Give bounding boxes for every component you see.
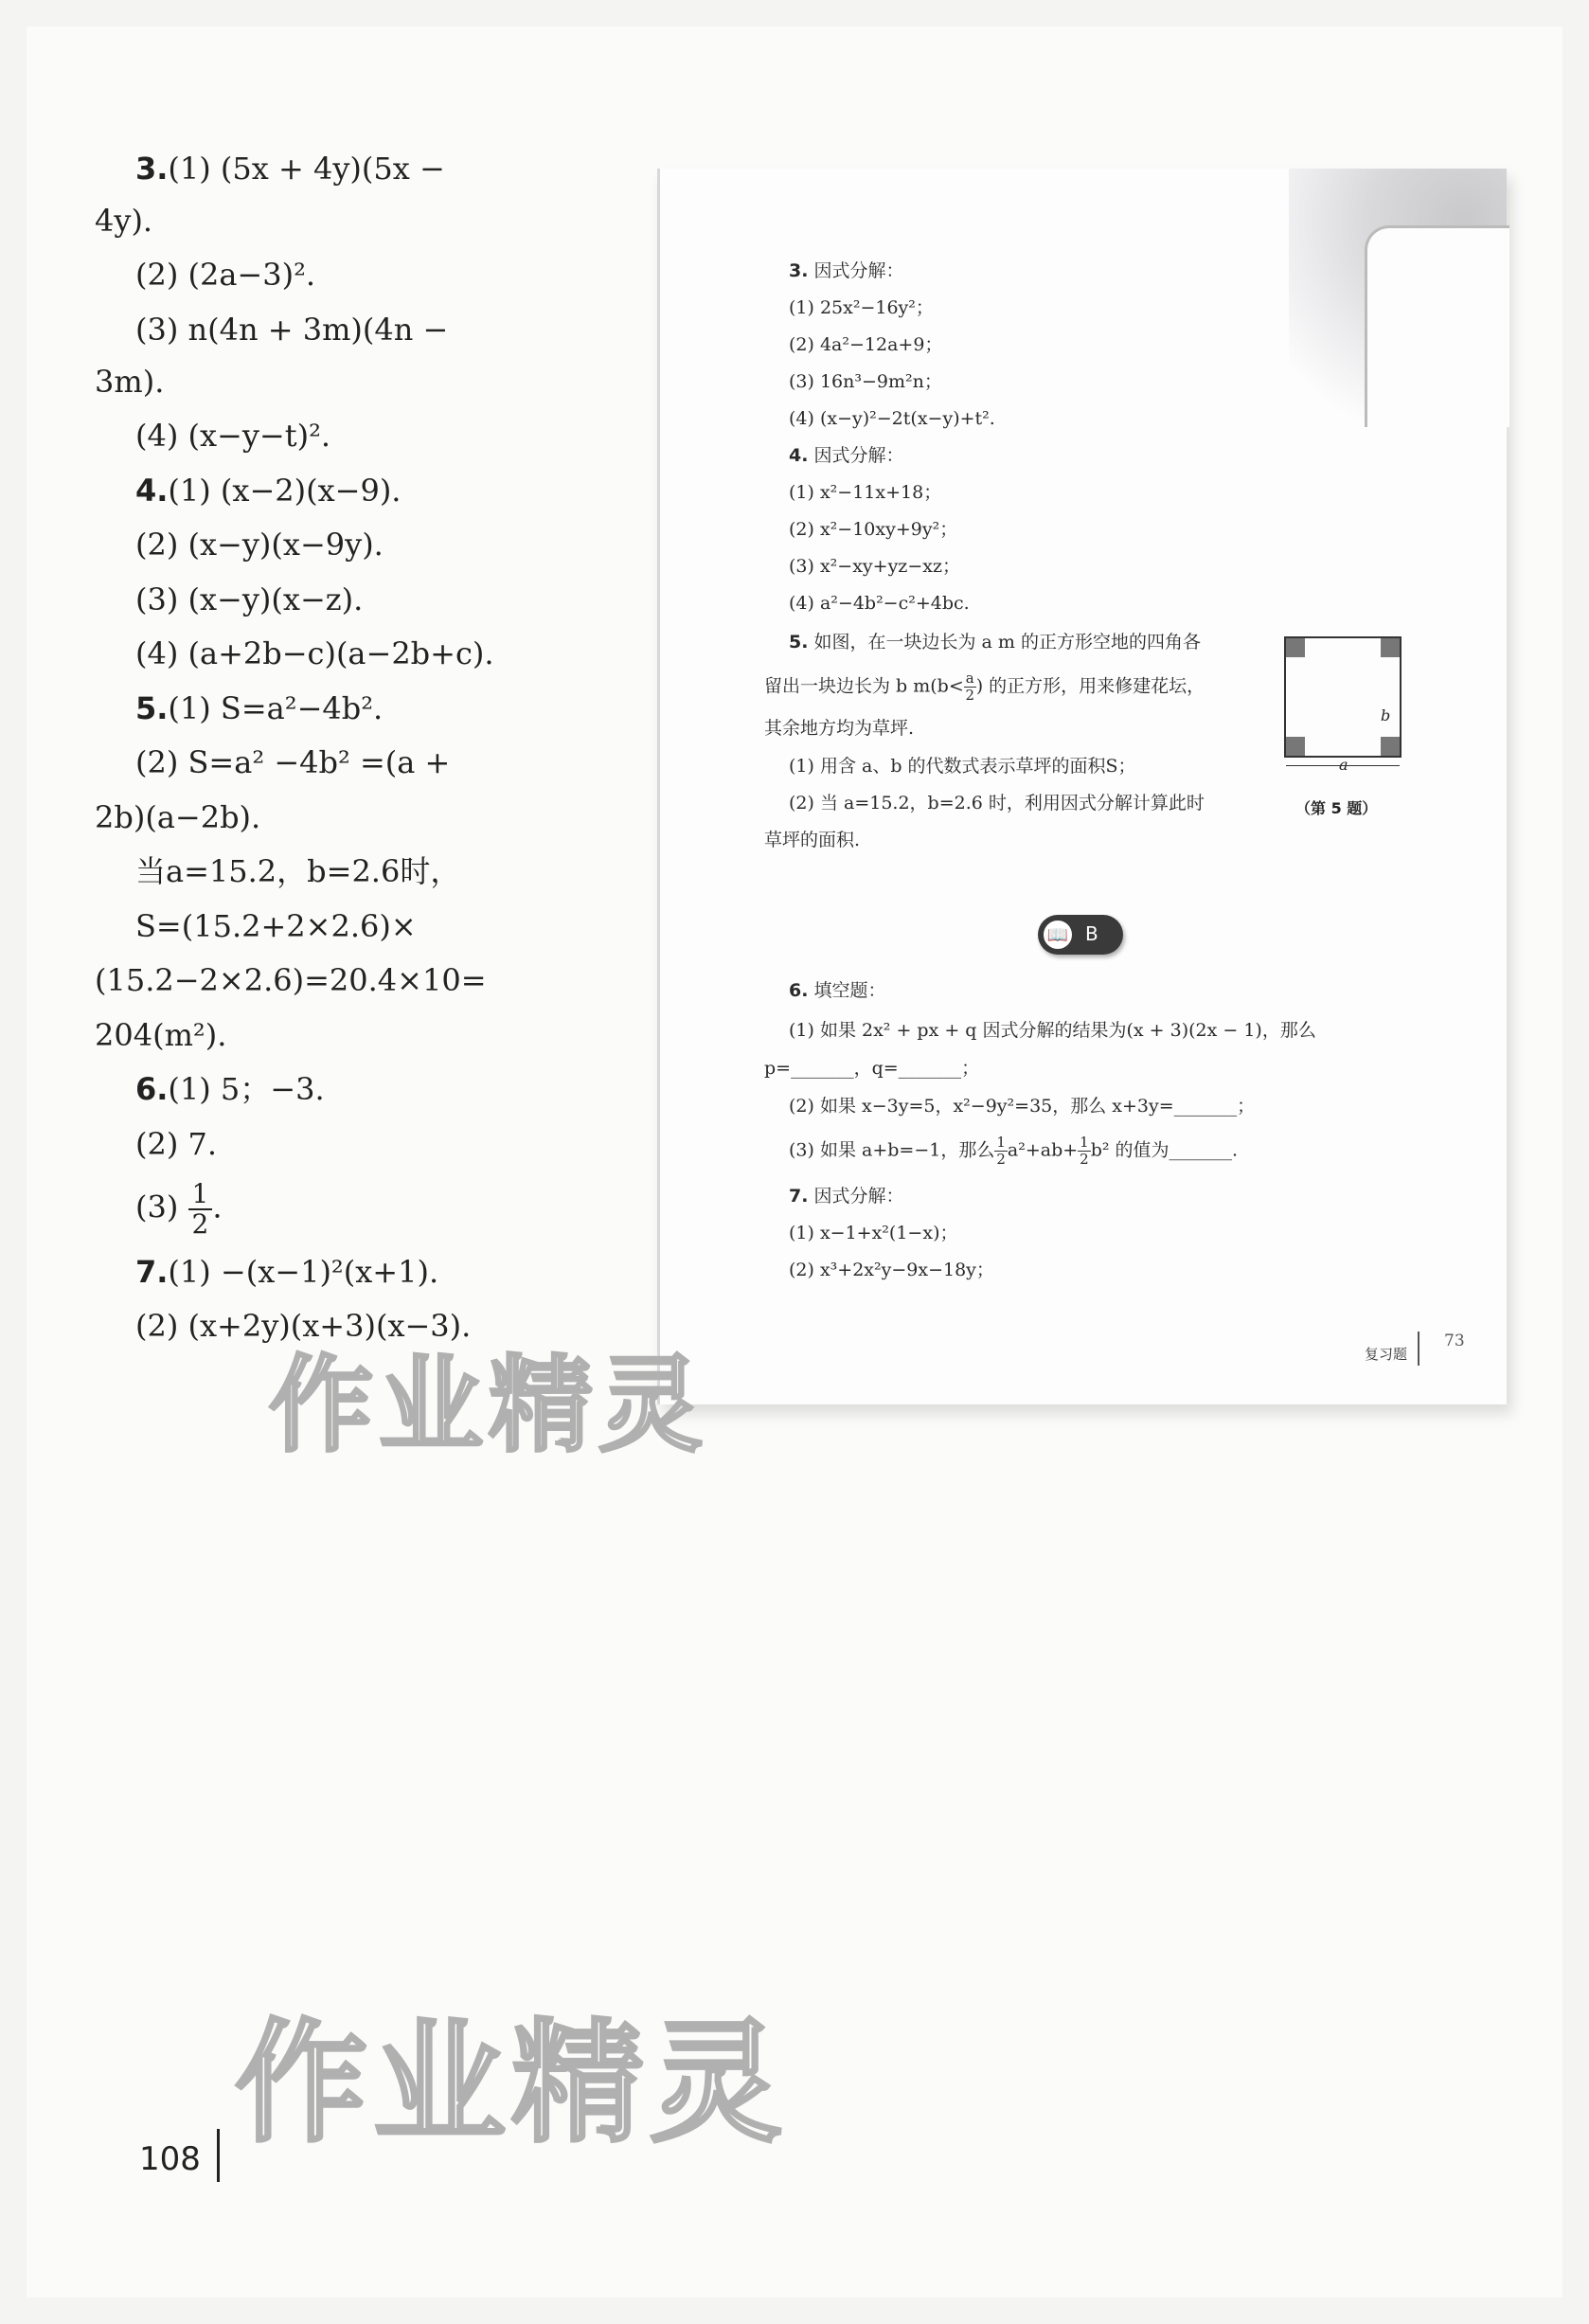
answer-line: (4) (a+2b−c)(a−2b+c). <box>135 635 494 671</box>
question-line: 留出一块边长为 b m(b< $\frac{a}{2}$ ) 的正方形，用来修建花坛， <box>764 670 1205 704</box>
question-line: 7. 因式分解： <box>789 1186 904 1207</box>
question-line: (4) (x−y)²−2t(x−y)+t². <box>789 408 995 429</box>
page-number-divider <box>217 2129 220 2182</box>
question-line: (2) 当 a=15.2，b=2.6 时，利用因式分解计算此时 <box>789 793 1205 813</box>
question-line: (2) x²−10xy+9y²； <box>789 519 958 540</box>
answer-line: 当a=15.2，b=2.6时， <box>135 853 461 889</box>
answer-line: (4) (x−y−t)². <box>135 418 331 454</box>
answer-line: (15.2−2×2.6)=20.4×10= <box>95 962 487 998</box>
question-line: 3. 因式分解： <box>789 260 904 281</box>
question-line: (1) x²−11x+18； <box>789 482 942 503</box>
page-corner-decoration <box>1289 169 1507 424</box>
answer-column <box>27 27 633 1542</box>
chapter-label: 复习题 <box>1365 1346 1408 1363</box>
label-b: b <box>1381 706 1391 724</box>
question-line: 草坪的面积. <box>764 830 861 850</box>
corner-square <box>1381 638 1400 657</box>
answer-number: 5. <box>135 690 169 726</box>
section-letter: B <box>1085 922 1098 945</box>
corner-square <box>1286 638 1305 657</box>
answer-text: (3) <box>135 1189 179 1225</box>
answer-line: (2) S=a² −4b² =(a + <box>135 744 451 780</box>
answer-line: 204(m²). <box>95 1017 227 1053</box>
question-line: (3) 如果 a+b=−1，那么 $\frac{1}{2}$ a²+ab+ $\frac{1}{2}$ b² 的值为_______. <box>789 1134 1239 1168</box>
fraction: $\frac{1}{2}$ <box>188 1180 213 1239</box>
answer-line: (2) (2a−3)². <box>135 257 316 293</box>
answer-line <box>135 1253 438 1291</box>
answer-text: (1) −(x−1)²(x+1). <box>168 1254 439 1290</box>
question-line: (1) 如果 2x² + px + q 因式分解的结果为(x + 3)(2x − 1)，那么 <box>789 1020 1316 1041</box>
watermark: 作业精灵 <box>235 2007 789 2161</box>
question-line: p=_______，q=_______； <box>764 1058 980 1079</box>
question-line: (1) 用含 a、b 的代数式表示草坪的面积S； <box>789 756 1136 777</box>
answer-text: (1) (5x + 4y)(5x − <box>168 151 445 187</box>
answer-line: (3) $\frac{1}{2}$ . <box>135 1178 223 1240</box>
question-line: (2) x³+2x²y−9x−18y； <box>789 1260 994 1280</box>
answer-text: (1) S=a²−4b². <box>168 690 384 726</box>
answer-line: (2) (x+2y)(x+3)(x−3). <box>135 1308 472 1344</box>
square-garden-figure <box>1278 631 1411 817</box>
corner-square <box>1381 737 1400 756</box>
answer-line <box>135 472 401 509</box>
book-icon: 📖 <box>1042 919 1074 951</box>
answer-line <box>135 1070 325 1108</box>
answer-number: 4. <box>135 473 169 509</box>
answer-line <box>135 150 445 188</box>
section-b-badge <box>1038 915 1123 955</box>
answer-number: 6. <box>135 1071 169 1107</box>
fraction: $\frac{1}{2}$ <box>1080 1134 1089 1168</box>
answer-number: 7. <box>135 1254 169 1290</box>
watermark: 作业精灵 <box>269 1345 708 1466</box>
square-outline <box>1284 636 1402 758</box>
question-line: (2) 4a²−12a+9； <box>789 334 943 355</box>
question-line: (2) 如果 x−3y=5，x²−9y²=35，那么 x+3y=_______； <box>789 1096 1256 1117</box>
answer-line: 4y). <box>95 203 153 239</box>
dimension-line <box>1286 765 1400 766</box>
figure-caption: （第 5 题） <box>1295 799 1378 817</box>
question-line: (1) x−1+x²(1−x)； <box>789 1223 958 1243</box>
answer-number: 3. <box>135 151 169 187</box>
question-line: 其余地方均为草坪. <box>764 718 915 739</box>
fraction: $\frac{1}{2}$ <box>996 1134 1006 1168</box>
answer-line: (3) n(4n + 3m)(4n − <box>135 312 449 348</box>
answer-line: 2b)(a−2b). <box>95 799 261 835</box>
page-number: 108 <box>139 2140 201 2178</box>
answer-line: 3m). <box>95 364 165 400</box>
answer-text: (1) (x−2)(x−9). <box>168 473 402 509</box>
answer-line: (3) (x−y)(x−z). <box>135 581 364 617</box>
question-line: 4. 因式分解： <box>789 445 904 466</box>
question-line: 5. 如图，在一块边长为 a m 的正方形空地的四角各 <box>789 632 1201 653</box>
question-line: (4) a²−4b²−c²+4bc. <box>789 593 970 614</box>
question-line: (3) 16n³−9m²n； <box>789 371 942 392</box>
question-line: (1) 25x²−16y²； <box>789 297 934 318</box>
answer-line: S=(15.2+2×2.6)× <box>135 908 417 944</box>
corner-square <box>1286 737 1305 756</box>
page <box>27 27 1562 2297</box>
answer-line: (2) 7. <box>135 1126 218 1162</box>
footer-divider <box>1418 1332 1419 1366</box>
question-line: 6. 填空题： <box>789 980 886 1001</box>
answer-text: (1) 5；−3. <box>168 1071 325 1107</box>
answer-line: (2) (x−y)(x−9y). <box>135 527 384 563</box>
answer-line <box>135 689 383 727</box>
question-line: (3) x²−xy+yz−xz； <box>789 556 960 577</box>
book-page-number: 73 <box>1444 1332 1465 1350</box>
fraction: $\frac{a}{2}$ <box>965 670 975 704</box>
